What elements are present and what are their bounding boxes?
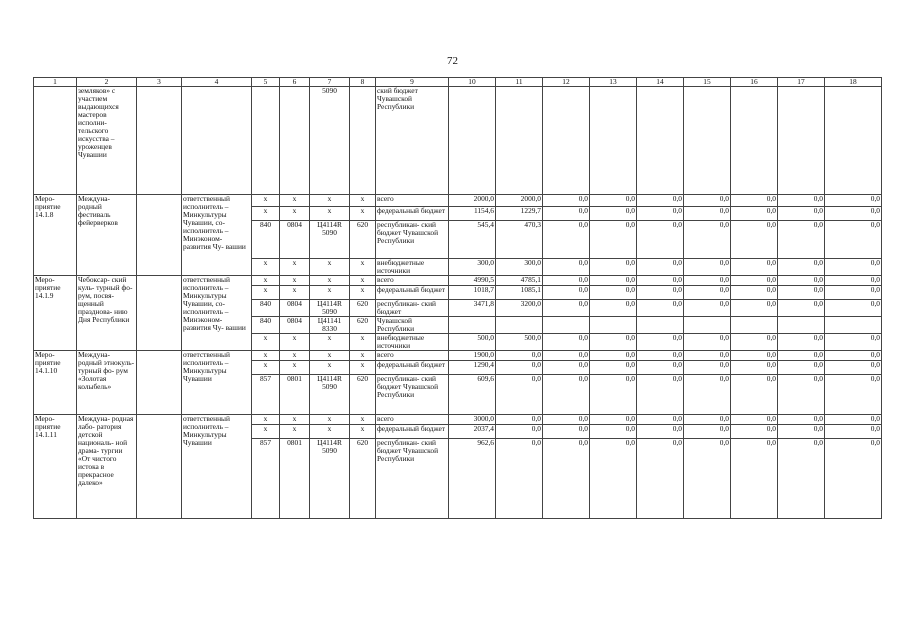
amount-cell: 4785,1 bbox=[496, 276, 543, 286]
amount-cell: 0,0 bbox=[590, 195, 637, 207]
amount-cell: 0,0 bbox=[731, 334, 778, 351]
amount-cell bbox=[543, 317, 590, 334]
expense-type: x bbox=[350, 286, 376, 300]
amount-cell: 0,0 bbox=[543, 195, 590, 207]
amount-cell: 0,0 bbox=[778, 195, 825, 207]
amount-cell: 0,0 bbox=[731, 351, 778, 361]
amount-cell: 0,0 bbox=[684, 207, 731, 221]
funding-source: внебюджетные источники bbox=[376, 259, 449, 276]
amount-cell: 2037,4 bbox=[449, 425, 496, 439]
amount-cell: 0,0 bbox=[778, 351, 825, 361]
amount-cell bbox=[449, 317, 496, 334]
amount-cell: 0,0 bbox=[637, 286, 684, 300]
funding-source: республикан- ский бюджет Чувашской Республики bbox=[376, 375, 449, 415]
amount-cell: 0,0 bbox=[825, 286, 882, 300]
cell bbox=[543, 87, 590, 195]
amount-cell: 545,4 bbox=[449, 221, 496, 259]
amount-cell: 0,0 bbox=[543, 286, 590, 300]
section-code: x bbox=[280, 361, 310, 375]
gr-code: 840 bbox=[252, 300, 280, 317]
expense-type: 620 bbox=[350, 317, 376, 334]
amount-cell: 0,0 bbox=[684, 334, 731, 351]
continuation-row bbox=[34, 87, 882, 195]
amount-cell: 0,0 bbox=[637, 195, 684, 207]
amount-cell: 0,0 bbox=[684, 276, 731, 286]
expense-type: x bbox=[350, 425, 376, 439]
amount-cell: 0,0 bbox=[778, 415, 825, 425]
amount-cell: 0,0 bbox=[496, 425, 543, 439]
cell bbox=[731, 87, 778, 195]
expense-type: 620 bbox=[350, 375, 376, 415]
amount-cell: 0,0 bbox=[731, 361, 778, 375]
amount-cell: 0,0 bbox=[731, 259, 778, 276]
amount-cell: 0,0 bbox=[590, 207, 637, 221]
amount-cell: 0,0 bbox=[731, 276, 778, 286]
amount-cell: 0,0 bbox=[825, 221, 882, 259]
section-code: x bbox=[280, 276, 310, 286]
amount-cell: 0,0 bbox=[778, 361, 825, 375]
gr-code: 840 bbox=[252, 317, 280, 334]
gr-code: x bbox=[252, 361, 280, 375]
amount-cell: 0,0 bbox=[637, 361, 684, 375]
gr-code: x bbox=[252, 334, 280, 351]
amount-cell: 962,6 bbox=[449, 439, 496, 519]
event-name: Меро- приятие 14.1.8 bbox=[34, 195, 77, 276]
table-row bbox=[34, 276, 882, 286]
section-code: x bbox=[280, 286, 310, 300]
amount-cell: 0,0 bbox=[590, 351, 637, 361]
cell bbox=[182, 87, 252, 195]
target-code: x bbox=[310, 351, 350, 361]
expense-type: x bbox=[350, 361, 376, 375]
amount-cell: 0,0 bbox=[825, 195, 882, 207]
amount-cell: 0,0 bbox=[731, 207, 778, 221]
amount-cell: 3471,8 bbox=[449, 300, 496, 317]
amount-cell: 0,0 bbox=[825, 439, 882, 519]
amount-cell: 0,0 bbox=[590, 286, 637, 300]
amount-cell: 0,0 bbox=[825, 300, 882, 317]
amount-cell: 0,0 bbox=[778, 375, 825, 415]
amount-cell: 470,3 bbox=[496, 221, 543, 259]
table-body bbox=[34, 87, 882, 519]
event-title: Междуна- родный этнокуль- турный фо- рум «Золотая колыбель» bbox=[77, 351, 137, 415]
amount-cell: 0,0 bbox=[637, 300, 684, 317]
amount-cell: 0,0 bbox=[543, 425, 590, 439]
cell bbox=[778, 87, 825, 195]
amount-cell bbox=[590, 317, 637, 334]
amount-cell: 0,0 bbox=[684, 415, 731, 425]
amount-cell: 0,0 bbox=[684, 425, 731, 439]
amount-cell: 0,0 bbox=[778, 221, 825, 259]
amount-cell: 0,0 bbox=[731, 221, 778, 259]
funding-source: Чувашской Республики bbox=[376, 317, 449, 334]
funding-source: федеральный бюджет bbox=[376, 361, 449, 375]
section-code: 0801 bbox=[280, 375, 310, 415]
amount-cell: 0,0 bbox=[637, 415, 684, 425]
amount-cell: 0,0 bbox=[637, 221, 684, 259]
target-code: x bbox=[310, 259, 350, 276]
expense-type: 620 bbox=[350, 221, 376, 259]
amount-cell: 0,0 bbox=[496, 375, 543, 415]
event-name: Меро- приятие 14.1.9 bbox=[34, 276, 77, 351]
funding-source: республикан- ский бюджет Чувашской Республики bbox=[376, 221, 449, 259]
funding-source: всего bbox=[376, 276, 449, 286]
amount-cell: 0,0 bbox=[684, 351, 731, 361]
target-code: x bbox=[310, 195, 350, 207]
gr-code: x bbox=[252, 195, 280, 207]
target-code: x bbox=[310, 207, 350, 221]
gr-code: x bbox=[252, 207, 280, 221]
amount-cell bbox=[731, 317, 778, 334]
amount-cell: 0,0 bbox=[590, 276, 637, 286]
amount-cell: 0,0 bbox=[590, 259, 637, 276]
amount-cell bbox=[684, 317, 731, 334]
amount-cell: 0,0 bbox=[684, 259, 731, 276]
amount-cell bbox=[496, 317, 543, 334]
column-header: 5 bbox=[252, 78, 280, 87]
amount-cell: 0,0 bbox=[778, 259, 825, 276]
amount-cell: 1018,7 bbox=[449, 286, 496, 300]
gr-code: 857 bbox=[252, 375, 280, 415]
amount-cell: 0,0 bbox=[590, 425, 637, 439]
target-code: Ц4114R 5090 bbox=[310, 439, 350, 519]
funding-source: федеральный бюджет bbox=[376, 207, 449, 221]
amount-cell: 0,0 bbox=[590, 439, 637, 519]
event-title: Междуна- родный фестиваль фейерверков bbox=[77, 195, 137, 276]
amount-cell: 0,0 bbox=[825, 361, 882, 375]
amount-cell: 0,0 bbox=[637, 276, 684, 286]
amount-cell: 0,0 bbox=[637, 259, 684, 276]
amount-cell: 0,0 bbox=[637, 425, 684, 439]
amount-cell: 0,0 bbox=[731, 286, 778, 300]
expense-type: x bbox=[350, 207, 376, 221]
amount-cell: 500,0 bbox=[496, 334, 543, 351]
amount-cell: 0,0 bbox=[637, 375, 684, 415]
funding-source: ский бюджет Чувашской Республики bbox=[376, 87, 449, 195]
target-code: x bbox=[310, 286, 350, 300]
target-code: x bbox=[310, 361, 350, 375]
amount-cell: 0,0 bbox=[778, 300, 825, 317]
cell bbox=[137, 87, 182, 195]
amount-cell: 0,0 bbox=[825, 259, 882, 276]
amount-cell: 0,0 bbox=[543, 415, 590, 425]
column-header: 12 bbox=[543, 78, 590, 87]
target-code: Ц4114R 5090 bbox=[310, 221, 350, 259]
expense-type: x bbox=[350, 351, 376, 361]
amount-cell: 0,0 bbox=[637, 439, 684, 519]
amount-cell: 1229,7 bbox=[496, 207, 543, 221]
target-code: x bbox=[310, 276, 350, 286]
amount-cell: 0,0 bbox=[543, 361, 590, 375]
table-row bbox=[34, 351, 882, 361]
section-code: x bbox=[280, 259, 310, 276]
section-code: 0804 bbox=[280, 300, 310, 317]
column-header: 10 bbox=[449, 78, 496, 87]
gr-code: x bbox=[252, 351, 280, 361]
amount-cell: 3000,0 bbox=[449, 415, 496, 425]
amount-cell: 0,0 bbox=[825, 351, 882, 361]
target-code: Ц41141 8330 bbox=[310, 317, 350, 334]
column-header: 18 bbox=[825, 78, 882, 87]
expense-type: x bbox=[350, 276, 376, 286]
amount-cell bbox=[778, 317, 825, 334]
amount-cell: 0,0 bbox=[778, 207, 825, 221]
executor: ответственный исполнитель – Минкультуры Чувашии, со- исполнитель – Минэконом- развития Чу- вашии bbox=[182, 276, 252, 351]
amount-cell: 0,0 bbox=[637, 334, 684, 351]
target-code: x bbox=[310, 415, 350, 425]
amount-cell: 0,0 bbox=[590, 334, 637, 351]
section-code: 0801 bbox=[280, 439, 310, 519]
amount-cell: 0,0 bbox=[778, 286, 825, 300]
event-title: Чебоксар- ский куль- турный фо- рум, посвя- щенный празднова- нию Дня Республики bbox=[77, 276, 137, 351]
amount-cell: 0,0 bbox=[637, 207, 684, 221]
amount-cell: 0,0 bbox=[684, 300, 731, 317]
funding-source: всего bbox=[376, 351, 449, 361]
section-code: 0804 bbox=[280, 221, 310, 259]
amount-cell: 0,0 bbox=[731, 375, 778, 415]
cell bbox=[137, 351, 182, 415]
gr-code: x bbox=[252, 276, 280, 286]
amount-cell: 0,0 bbox=[543, 259, 590, 276]
amount-cell: 609,6 bbox=[449, 375, 496, 415]
budget-table bbox=[33, 77, 882, 519]
cell bbox=[684, 87, 731, 195]
executor: ответственный исполнитель – Минкультуры Чувашии, со- исполнитель – Минэконом- развития Чу- вашии bbox=[182, 195, 252, 276]
expense-type: 620 bbox=[350, 439, 376, 519]
amount-cell: 1900,0 bbox=[449, 351, 496, 361]
amount-cell: 0,0 bbox=[543, 375, 590, 415]
event-name: Меро- приятие 14.1.11 bbox=[34, 415, 77, 519]
funding-source: федеральный бюджет bbox=[376, 286, 449, 300]
amount-cell: 1154,6 bbox=[449, 207, 496, 221]
amount-cell: 0,0 bbox=[496, 361, 543, 375]
column-header: 2 bbox=[77, 78, 137, 87]
amount-cell: 3200,0 bbox=[496, 300, 543, 317]
amount-cell: 0,0 bbox=[825, 334, 882, 351]
amount-cell: 0,0 bbox=[778, 439, 825, 519]
section-code: x bbox=[280, 195, 310, 207]
gr-code: 857 bbox=[252, 439, 280, 519]
amount-cell: 0,0 bbox=[731, 415, 778, 425]
gr-code: x bbox=[252, 286, 280, 300]
amount-cell: 2000,0 bbox=[449, 195, 496, 207]
column-header: 4 bbox=[182, 78, 252, 87]
amount-cell: 0,0 bbox=[778, 334, 825, 351]
event-name: Меро- приятие 14.1.10 bbox=[34, 351, 77, 415]
funding-source: всего bbox=[376, 195, 449, 207]
amount-cell: 0,0 bbox=[590, 300, 637, 317]
amount-cell: 0,0 bbox=[496, 351, 543, 361]
amount-cell: 0,0 bbox=[543, 300, 590, 317]
amount-cell: 0,0 bbox=[543, 276, 590, 286]
amount-cell: 0,0 bbox=[731, 300, 778, 317]
column-header: 13 bbox=[590, 78, 637, 87]
amount-cell: 4990,5 bbox=[449, 276, 496, 286]
event-title: Междуна- родная лабо- ратория детской националь- ной драма- тургии «От чистого истока в прекрасное далеко» bbox=[77, 415, 137, 519]
cell bbox=[449, 87, 496, 195]
amount-cell bbox=[637, 317, 684, 334]
column-header: 16 bbox=[731, 78, 778, 87]
column-header: 11 bbox=[496, 78, 543, 87]
funding-source: республикан- ский бюджет Чувашской Республики bbox=[376, 439, 449, 519]
amount-cell: 0,0 bbox=[543, 334, 590, 351]
gr-code: 840 bbox=[252, 221, 280, 259]
event-title: земляков» с участием выдающихся мастеров исполни- тельского искусства – уроженцев Чувашии bbox=[77, 87, 137, 195]
cell bbox=[280, 87, 310, 195]
funding-source: всего bbox=[376, 415, 449, 425]
column-header: 8 bbox=[350, 78, 376, 87]
column-header: 1 bbox=[34, 78, 77, 87]
amount-cell: 0,0 bbox=[684, 439, 731, 519]
table-row bbox=[34, 415, 882, 425]
funding-source: внебюджетные источники bbox=[376, 334, 449, 351]
amount-cell: 0,0 bbox=[684, 221, 731, 259]
amount-cell: 0,0 bbox=[543, 207, 590, 221]
cell bbox=[137, 415, 182, 519]
section-code: x bbox=[280, 415, 310, 425]
amount-cell: 0,0 bbox=[590, 375, 637, 415]
funding-source: федеральный бюджет bbox=[376, 425, 449, 439]
amount-cell: 0,0 bbox=[731, 439, 778, 519]
expense-type: x bbox=[350, 195, 376, 207]
amount-cell: 0,0 bbox=[778, 276, 825, 286]
amount-cell: 0,0 bbox=[543, 439, 590, 519]
amount-cell: 1290,4 bbox=[449, 361, 496, 375]
cell bbox=[825, 87, 882, 195]
gr-code: x bbox=[252, 415, 280, 425]
amount-cell: 0,0 bbox=[684, 195, 731, 207]
column-header: 9 bbox=[376, 78, 449, 87]
page-number: 72 bbox=[447, 55, 458, 67]
amount-cell: 0,0 bbox=[543, 221, 590, 259]
column-header-row bbox=[34, 78, 882, 87]
target-code: Ц4114R 5090 bbox=[310, 375, 350, 415]
funding-source: республикан- ский бюджет bbox=[376, 300, 449, 317]
expense-type: x bbox=[350, 415, 376, 425]
executor: ответственный исполнитель – Минкультуры Чувашии bbox=[182, 415, 252, 519]
amount-cell: 0,0 bbox=[778, 425, 825, 439]
amount-cell: 0,0 bbox=[496, 439, 543, 519]
cell bbox=[252, 87, 280, 195]
amount-cell: 0,0 bbox=[637, 351, 684, 361]
amount-cell: 0,0 bbox=[684, 375, 731, 415]
amount-cell: 0,0 bbox=[825, 276, 882, 286]
amount-cell: 2000,0 bbox=[496, 195, 543, 207]
section-code: 0804 bbox=[280, 317, 310, 334]
amount-cell bbox=[825, 317, 882, 334]
amount-cell: 0,0 bbox=[731, 425, 778, 439]
amount-cell: 0,0 bbox=[825, 207, 882, 221]
column-header: 14 bbox=[637, 78, 684, 87]
gr-code: x bbox=[252, 259, 280, 276]
expense-type: x bbox=[350, 259, 376, 276]
amount-cell: 0,0 bbox=[825, 425, 882, 439]
table-row bbox=[34, 195, 882, 207]
column-header: 6 bbox=[280, 78, 310, 87]
column-header: 15 bbox=[684, 78, 731, 87]
amount-cell: 0,0 bbox=[825, 415, 882, 425]
amount-cell: 500,0 bbox=[449, 334, 496, 351]
amount-cell: 0,0 bbox=[731, 195, 778, 207]
expense-type: 620 bbox=[350, 300, 376, 317]
target-code: x bbox=[310, 334, 350, 351]
amount-cell: 0,0 bbox=[684, 286, 731, 300]
column-header: 3 bbox=[137, 78, 182, 87]
gr-code: x bbox=[252, 425, 280, 439]
column-header: 7 bbox=[310, 78, 350, 87]
amount-cell: 0,0 bbox=[684, 361, 731, 375]
section-code: x bbox=[280, 334, 310, 351]
amount-cell: 300,0 bbox=[449, 259, 496, 276]
amount-cell: 0,0 bbox=[496, 415, 543, 425]
amount-cell: 0,0 bbox=[543, 351, 590, 361]
amount-cell: 0,0 bbox=[825, 375, 882, 415]
amount-cell: 0,0 bbox=[590, 361, 637, 375]
expense-type: x bbox=[350, 334, 376, 351]
cell bbox=[34, 87, 77, 195]
cell bbox=[137, 276, 182, 351]
cell bbox=[350, 87, 376, 195]
amount-cell: 300,0 bbox=[496, 259, 543, 276]
cell bbox=[590, 87, 637, 195]
cell bbox=[496, 87, 543, 195]
target-code: 5090 bbox=[310, 87, 350, 195]
section-code: x bbox=[280, 425, 310, 439]
target-code: x bbox=[310, 425, 350, 439]
amount-cell: 0,0 bbox=[590, 221, 637, 259]
amount-cell: 1085,1 bbox=[496, 286, 543, 300]
section-code: x bbox=[280, 351, 310, 361]
column-header: 17 bbox=[778, 78, 825, 87]
target-code: Ц4114R 5090 bbox=[310, 300, 350, 317]
section-code: x bbox=[280, 207, 310, 221]
cell bbox=[637, 87, 684, 195]
amount-cell: 0,0 bbox=[590, 415, 637, 425]
cell bbox=[137, 195, 182, 276]
executor: ответственный исполнитель – Минкультуры Чувашии bbox=[182, 351, 252, 415]
